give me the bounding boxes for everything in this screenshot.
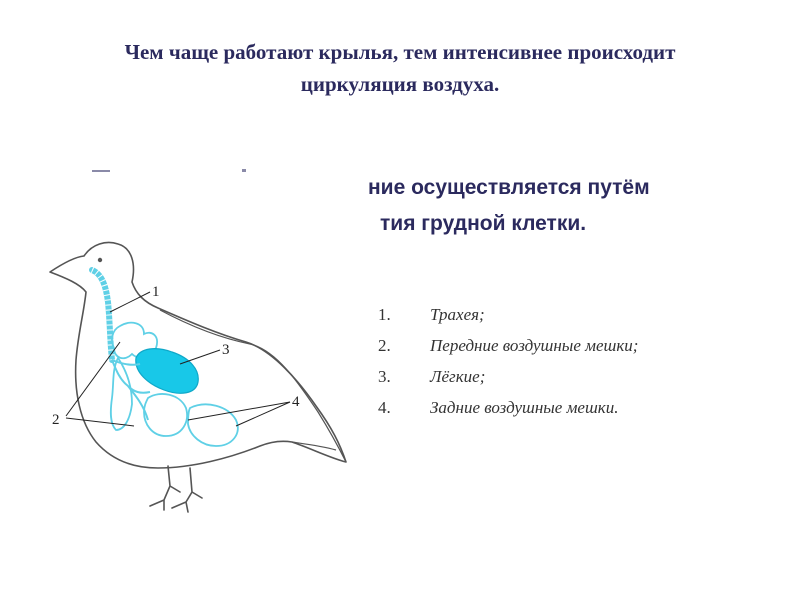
eye bbox=[98, 258, 102, 262]
lung bbox=[136, 349, 198, 394]
title-line-1: Чем чаще работают крылья, тем интенсивнее происходит bbox=[124, 40, 676, 64]
leader-line-3 bbox=[180, 350, 220, 364]
subtext-line-1: ние осуществляется путём bbox=[368, 176, 650, 199]
tail-line bbox=[292, 442, 336, 450]
front-air-sacs-lower bbox=[111, 358, 132, 430]
legend-number: 3. bbox=[378, 367, 391, 386]
slide-subtext bbox=[368, 170, 788, 242]
legend-label: Лёгкие; bbox=[430, 367, 486, 386]
legend-label: Задние воздушные мешки. bbox=[430, 398, 619, 417]
callout-3: 3 bbox=[222, 342, 230, 358]
legend-label: Трахея; bbox=[430, 305, 485, 324]
leader-line-4b bbox=[236, 402, 290, 426]
callout-2: 2 bbox=[52, 412, 60, 428]
legend-item bbox=[378, 397, 678, 419]
legend-number: 4. bbox=[378, 398, 391, 417]
legend-number: 1. bbox=[378, 305, 391, 324]
callout-4: 4 bbox=[292, 394, 300, 410]
cropped-text-remnant bbox=[92, 168, 267, 174]
bird-legs bbox=[150, 466, 202, 512]
subtext-line-2: тия грудной клетки. bbox=[380, 212, 587, 235]
rear-air-sacs-abdominal bbox=[188, 404, 238, 446]
legend-label: Передние воздушные мешки; bbox=[430, 336, 639, 355]
leader-line-1 bbox=[110, 292, 150, 312]
bird-outline bbox=[50, 243, 346, 469]
legend-item bbox=[378, 304, 678, 326]
legend-number: 2. bbox=[378, 336, 391, 355]
legend-list bbox=[378, 304, 678, 428]
title-line-2: циркуляция воздуха. bbox=[300, 72, 500, 96]
legend-item bbox=[378, 335, 678, 357]
callout-1: 1 bbox=[152, 284, 160, 300]
slide-title bbox=[40, 36, 760, 100]
legend-item bbox=[378, 366, 678, 388]
rear-air-sacs bbox=[144, 394, 187, 436]
bird-respiratory-diagram bbox=[40, 230, 360, 520]
leader-line-2b bbox=[66, 418, 134, 426]
